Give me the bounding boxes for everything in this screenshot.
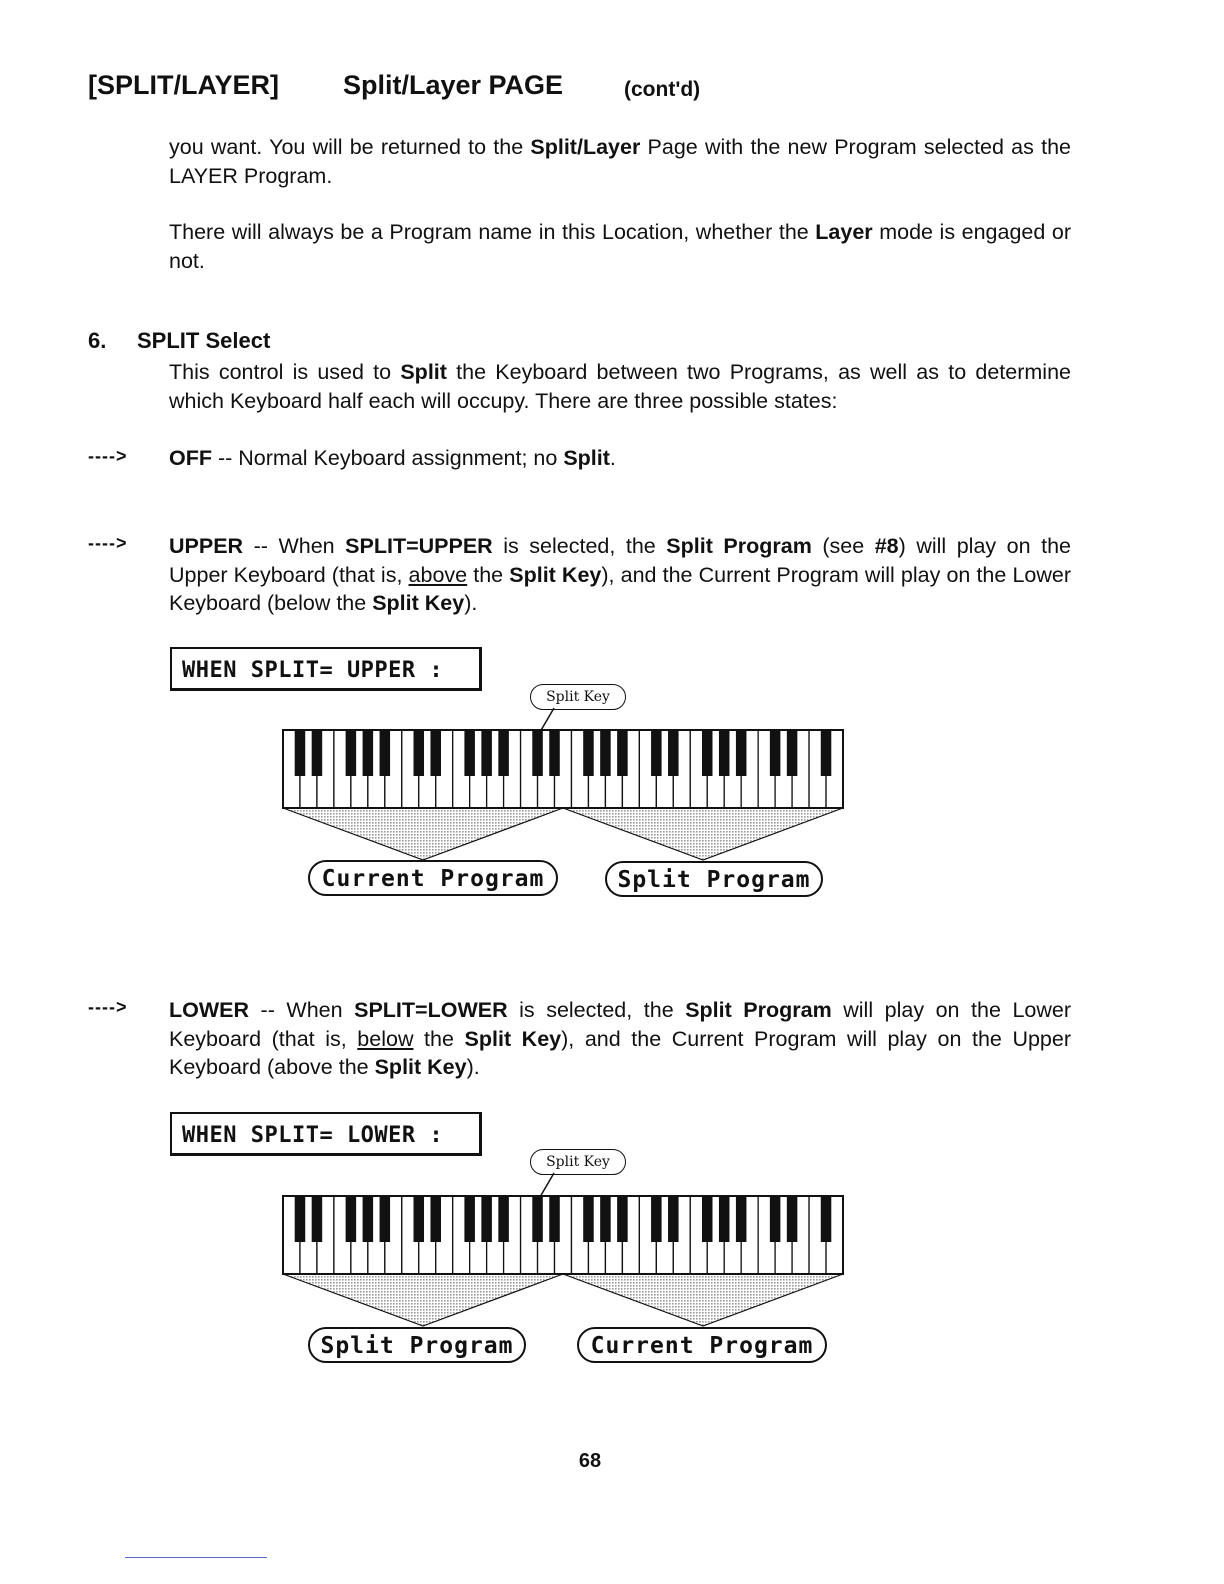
black-key [430,730,441,776]
black-key [600,1196,611,1242]
black-key [668,1196,679,1242]
black-key [481,730,492,776]
left-half-wedge [283,808,563,860]
black-key [702,730,713,776]
text-run: ), and the Current Program will play on the Lower Keyboard (below the [169,562,1072,615]
black-key [651,1196,662,1242]
text-run: ). [464,591,478,615]
split-key-bubble: Split Key [530,1149,626,1175]
text-run: the [413,1026,465,1051]
text-run: the Keyboard between two Programs, as well as to determine which Keyboard half each will occupy. There are three possible states: [169,360,1071,413]
text-run-bold: Split Key [509,562,602,587]
split-key-bubble: Split Key [530,684,626,710]
text-run-bold: SPLIT=UPPER [345,534,493,558]
black-key [295,730,306,776]
black-key [668,730,679,776]
black-key [430,1196,441,1242]
off-option [169,444,1071,473]
section-number: 6. [88,328,107,353]
contd-label: (cont'd) [624,78,701,101]
arrow-marker: ----> [88,446,128,466]
black-key [821,1196,832,1242]
text-run: (see [811,534,875,558]
black-key [363,1196,374,1242]
black-key [770,730,781,776]
text-run: ). [466,1055,480,1079]
black-key [295,1196,306,1242]
black-key [583,1196,594,1242]
black-key [464,1196,475,1242]
text-run: -- When [243,534,346,558]
black-key [312,730,323,776]
text-run: -- When [249,998,355,1022]
black-key [549,730,560,776]
upper-option [169,532,1071,618]
black-key [787,730,798,776]
black-key [600,730,611,776]
black-key [736,1196,747,1242]
text-run: will play on the Lower Keyboard (that is, [169,998,1072,1051]
section-title: SPLIT Select [137,328,271,353]
text-run: mode is engaged or not. [169,220,1071,273]
footer-rule [125,1557,267,1558]
left-half-wedge [283,1274,563,1326]
diagram-label-box: WHEN SPLIT= UPPER : [170,647,482,691]
split-program-pill: Split Program [605,861,823,897]
text-run: This control is used to [169,360,401,384]
black-key [532,1196,543,1242]
black-key [549,1196,560,1242]
black-key [380,1196,391,1242]
intro-paragraph-1 [169,133,1071,190]
right-half-wedge [563,808,843,860]
text-run-bold: #8 [874,534,899,558]
text-run: There will always be a Program name in this Location, whether the [169,220,816,244]
black-key [787,1196,798,1242]
black-key [363,730,374,776]
text-run-bold: Split [563,446,610,470]
lower-option [169,996,1071,1082]
text-run: the [467,562,510,587]
current-program-pill: Current Program [577,1327,827,1363]
black-key [719,730,730,776]
black-key [583,730,594,776]
black-key [651,730,662,776]
keyboard-diagram [282,726,844,866]
black-key [702,1196,713,1242]
split-program-pill: Split Program [308,1327,526,1363]
black-key [481,1196,492,1242]
text-run-bold: SPLIT=LOWER [354,998,508,1022]
black-key [617,730,628,776]
section-tag: [SPLIT/LAYER] [88,70,280,100]
text-run-bold: Layer [815,220,873,244]
black-key [532,730,543,776]
black-key [736,730,747,776]
arrow-marker: ----> [88,533,128,553]
text-run: . [609,446,616,470]
black-key [498,1196,509,1242]
text-run: is selected, the [507,998,686,1022]
section-description [169,358,1071,415]
current-program-pill: Current Program [308,860,558,896]
option-label: UPPER [169,534,244,558]
arrow-marker: ----> [88,997,128,1017]
text-run-underlined: below [357,1026,414,1051]
black-key [770,1196,781,1242]
text-run-bold: Split/Layer [530,135,641,159]
right-half-wedge [563,1274,843,1326]
keyboard-diagram [282,1192,844,1332]
black-key [312,1196,323,1242]
black-key [464,730,475,776]
text-run-underlined: above [408,562,468,587]
text-run-bold: Split Program [666,534,812,558]
text-run: you want. You will be returned to the [169,135,531,159]
text-run-bold: Split [400,360,447,384]
intro-paragraph-2 [169,218,1071,275]
page-number: 68 [578,1450,602,1472]
black-key [346,730,357,776]
option-label: OFF [169,446,212,470]
option-label: LOWER [169,998,250,1022]
diagram-label-box: WHEN SPLIT= LOWER : [170,1112,482,1156]
black-key [821,730,832,776]
text-run: -- Normal Keyboard assignment; no [212,446,564,470]
page-title: Split/Layer PAGE [343,70,564,100]
black-key [617,1196,628,1242]
text-run: is selected, the [492,534,667,558]
text-run: ) will play on the Upper Keyboard (that is, [169,534,1072,587]
black-key [498,730,509,776]
black-key [413,730,424,776]
text-run-bold: Split Key [464,1026,562,1051]
text-run-bold: Split Key [372,591,465,615]
text-run-bold: Split Program [685,998,832,1022]
text-run: Page with the new Program selected as the LAYER Program. [169,135,1071,188]
black-key [380,730,391,776]
text-run-bold: Split Key [374,1055,467,1079]
black-key [346,1196,357,1242]
text-run: ), and the Current Program will play on the Upper Keyboard (above the [169,1026,1072,1079]
black-key [413,1196,424,1242]
black-key [719,1196,730,1242]
